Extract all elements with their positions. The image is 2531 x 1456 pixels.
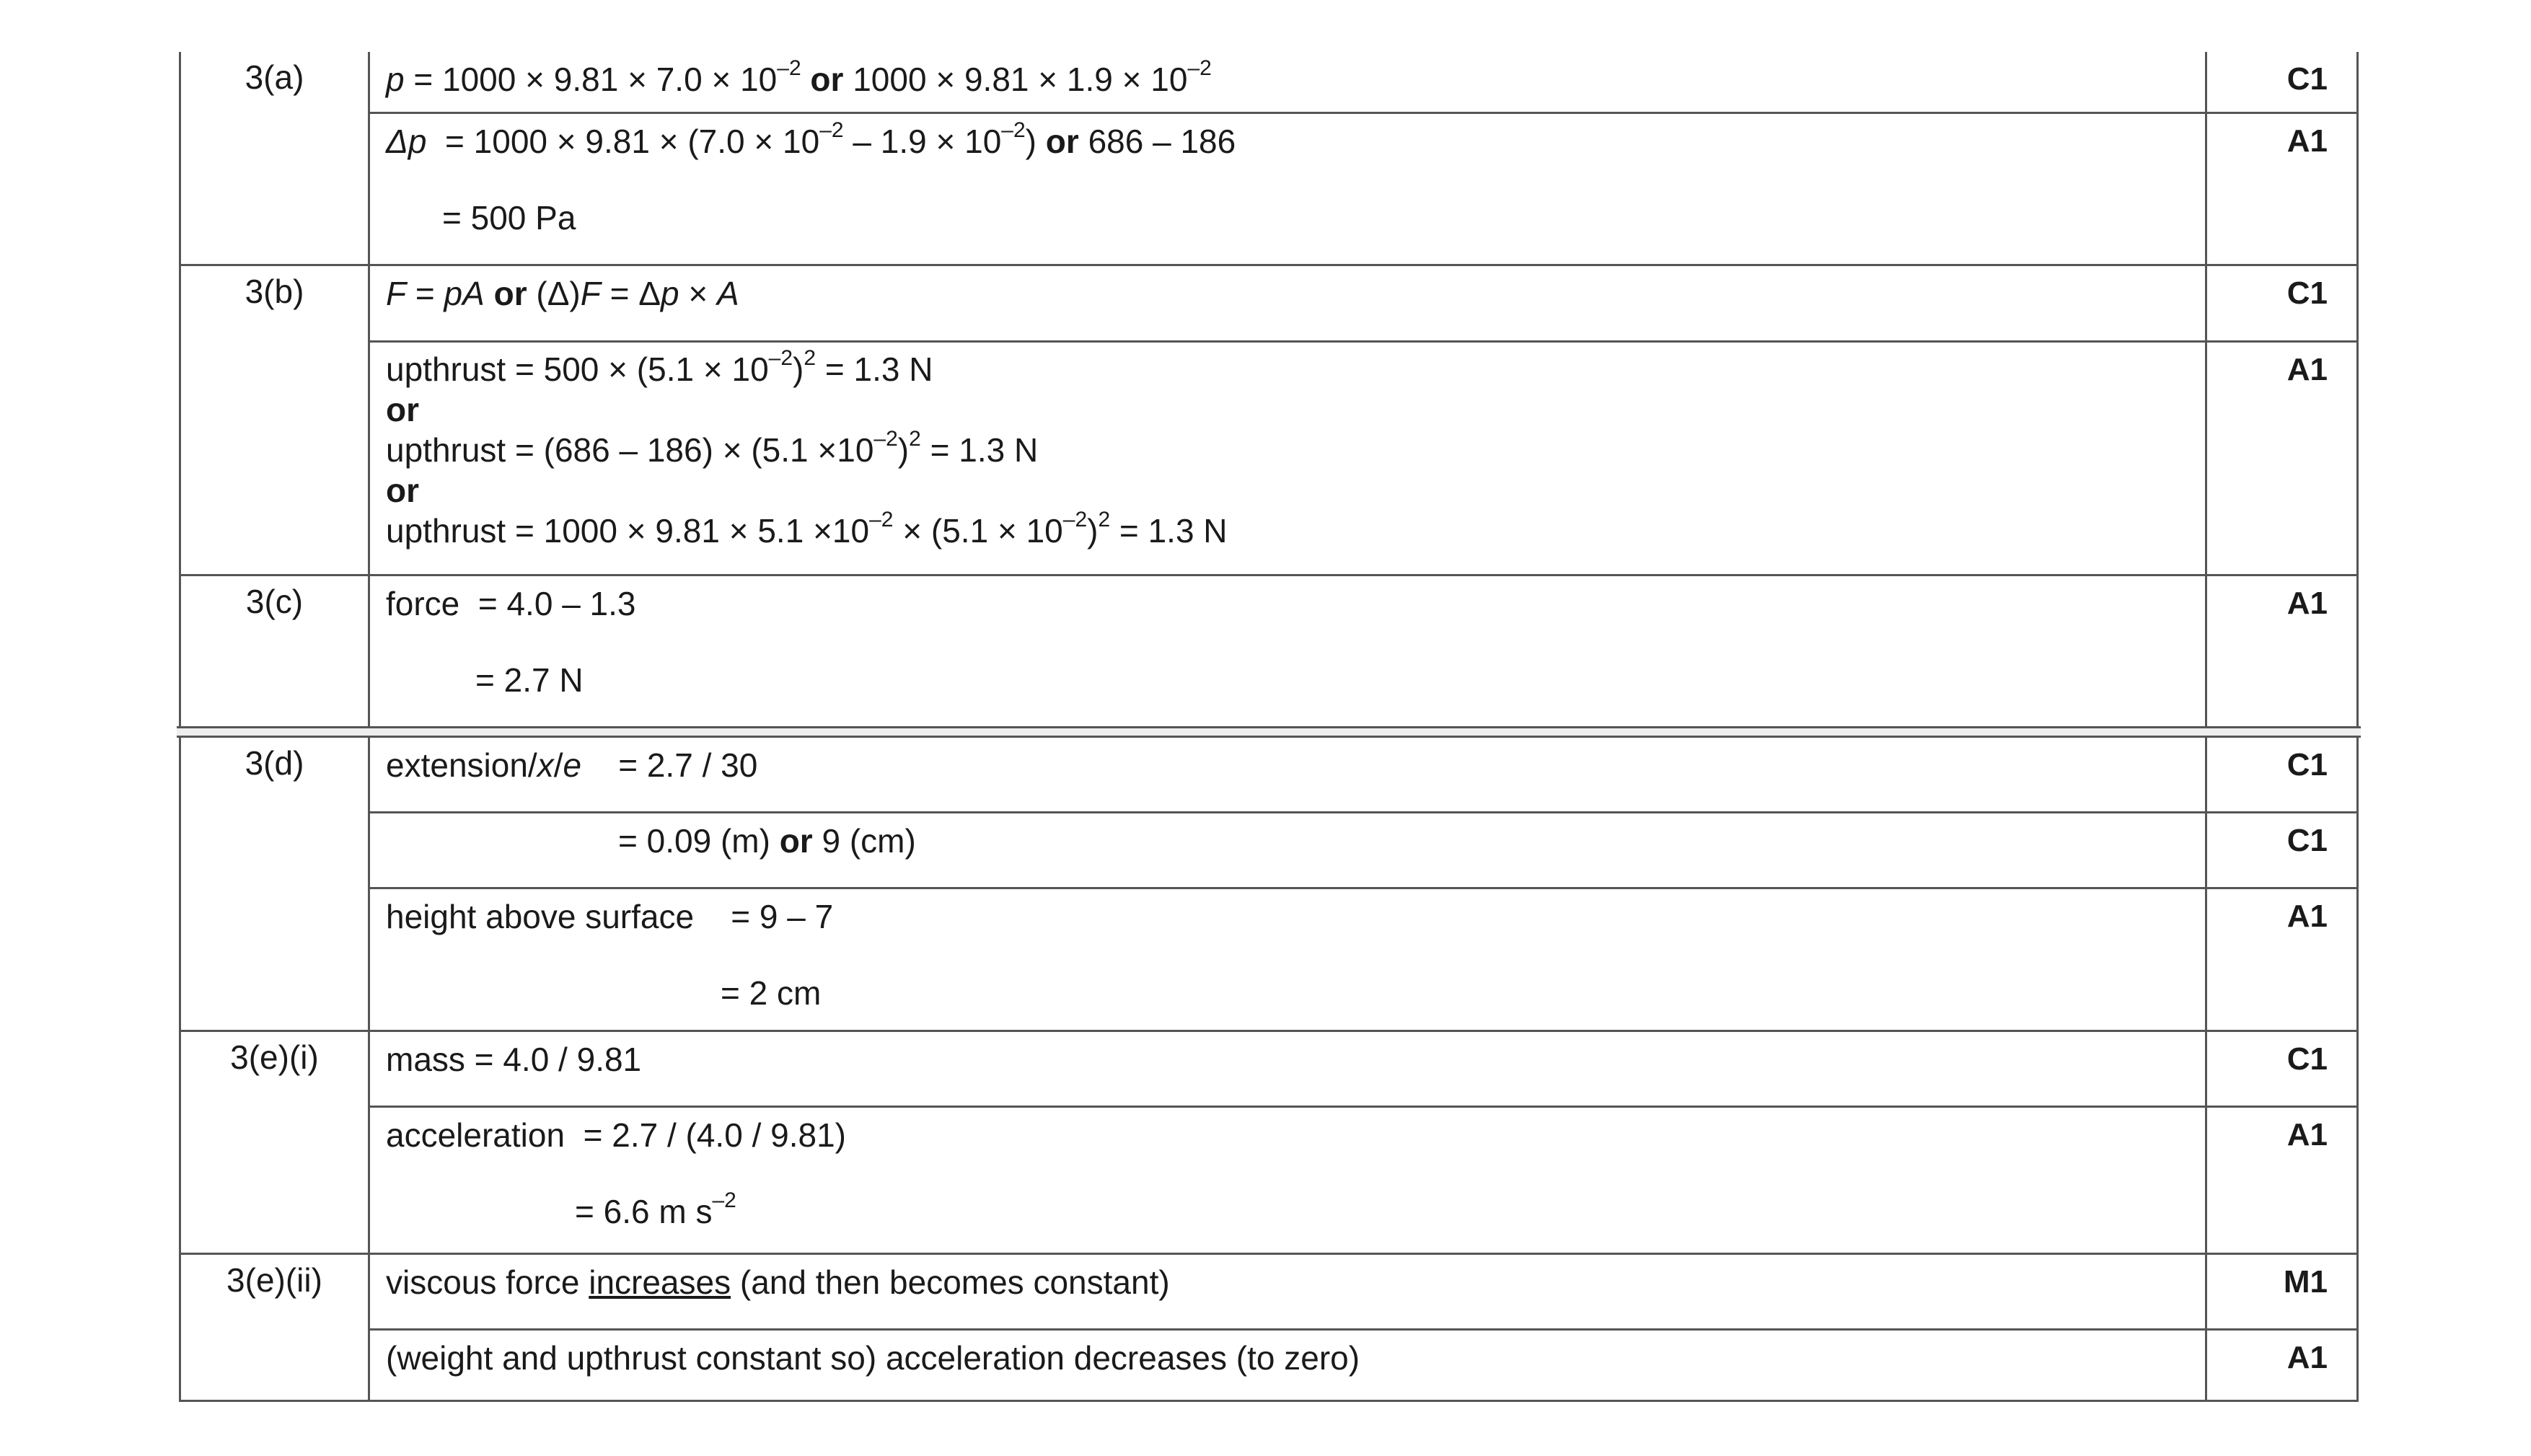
- section-3d: [179, 738, 2359, 1032]
- text-line: (weight and upthrust constant so) acceleration decreases (to zero): [386, 1339, 1360, 1377]
- mark-code: A1: [2286, 1117, 2328, 1152]
- mark-code: A1: [2286, 352, 2328, 387]
- exponent: 2: [909, 427, 921, 451]
- answer-row: [370, 889, 2356, 1030]
- answer-row: [370, 1255, 2356, 1331]
- equation-line: force = 4.0 – 1.3: [386, 585, 636, 622]
- symbol-p: p: [661, 275, 679, 312]
- exponent: –2: [768, 346, 793, 370]
- answer-row: [370, 1032, 2356, 1108]
- mark-code: C1: [2286, 1041, 2328, 1077]
- equation-part: – 1.9 × 10: [843, 123, 1002, 160]
- equation-part: 686 – 186: [1088, 123, 1236, 160]
- mark-code: C1: [2286, 823, 2328, 858]
- equation-part: = Δ: [600, 275, 661, 312]
- equation-line: height above surface = 9 – 7: [386, 898, 834, 935]
- exponent: –2: [819, 118, 844, 142]
- answer-row: [370, 738, 2356, 813]
- equation-part: extension/: [386, 746, 537, 784]
- or-keyword: or: [810, 61, 844, 98]
- equation-part: ): [1025, 123, 1036, 160]
- equation-line: acceleration = 2.7 / (4.0 / 9.81): [386, 1116, 846, 1154]
- symbol-pA: pA: [444, 275, 485, 312]
- symbol-x: x: [537, 746, 554, 784]
- equation-part: ×: [679, 275, 718, 312]
- underlined-keyword: increases: [589, 1263, 731, 1301]
- symbol-A: A: [717, 275, 739, 312]
- exponent: –2: [712, 1188, 736, 1212]
- equation-part: /: [553, 746, 563, 784]
- result-line: = 2.7 N: [475, 661, 584, 699]
- answer-text: [370, 1331, 2207, 1400]
- answer-text: [370, 813, 2207, 887]
- or-keyword: or: [386, 472, 419, 509]
- equation-part: = 1.3 N: [920, 431, 1039, 469]
- symbol-F: F: [386, 275, 407, 312]
- answer-row: [370, 266, 2356, 343]
- equation-part: = 1000 × 9.81 × (7.0 × 10: [426, 123, 820, 160]
- answer-row: [370, 1108, 2356, 1253]
- question-number: 3(b): [181, 266, 370, 574]
- equation-part: = 1000 × 9.81 × 7.0 × 10: [404, 61, 778, 98]
- section-3b: [179, 266, 2359, 576]
- exponent: –2: [1187, 56, 1212, 80]
- question-number: 3(e)(i): [181, 1032, 370, 1253]
- answer-text: [370, 343, 2207, 574]
- equation-part: = 2.7 / 30: [581, 746, 758, 784]
- result-line: = 6.6 m s: [575, 1193, 713, 1230]
- equation-part: = 1.3 N: [816, 350, 933, 388]
- answer-text: [370, 1108, 2207, 1253]
- or-keyword: or: [1045, 123, 1079, 160]
- answer-row: [370, 114, 2356, 264]
- exponent: 2: [804, 346, 816, 370]
- answer-row: [370, 52, 2356, 114]
- equation-part: × (5.1 × 10: [893, 512, 1063, 550]
- mark-code: C1: [2286, 747, 2328, 782]
- equation-line: mass = 4.0 / 9.81: [386, 1041, 642, 1078]
- mark-code: A1: [2286, 899, 2328, 934]
- exponent: –2: [777, 56, 801, 80]
- mark-code: A1: [2286, 1340, 2328, 1375]
- exponent: –2: [1062, 508, 1088, 531]
- exponent: –2: [873, 427, 898, 451]
- result-line: = 500 Pa: [442, 199, 576, 237]
- result-line: = 2 cm: [721, 974, 822, 1012]
- table-divider: [177, 726, 2361, 738]
- answer-row: [370, 1331, 2356, 1400]
- text-part: (and then becomes constant): [731, 1263, 1170, 1301]
- or-keyword: or: [386, 391, 419, 428]
- equation-part: = 1.3 N: [1110, 512, 1228, 550]
- symbol-p: p: [386, 61, 405, 98]
- answer-text: [370, 266, 2207, 340]
- section-3ei: [179, 1032, 2359, 1255]
- answer-text: [370, 1255, 2207, 1328]
- equation-part: upthrust = (686 – 186) × (5.1 ×10: [386, 431, 874, 469]
- equation-part: (Δ): [536, 275, 581, 312]
- question-number: 3(a): [181, 52, 370, 264]
- equation-part: upthrust = 1000 × 9.81 × 5.1 ×10: [386, 512, 870, 550]
- or-keyword: or: [779, 822, 813, 860]
- or-keyword: or: [493, 275, 527, 312]
- answer-row: [370, 343, 2356, 574]
- mark-code: A1: [2286, 123, 2328, 159]
- mark-scheme-table: [179, 52, 2359, 1402]
- equation-part: 9 (cm): [812, 822, 916, 860]
- question-number: 3(d): [181, 738, 370, 1030]
- mark-code: M1: [2283, 1264, 2328, 1300]
- answer-row: [370, 813, 2356, 889]
- symbol-e: e: [563, 746, 582, 784]
- equation-part: = 0.09 (m): [618, 822, 780, 860]
- section-3a: [179, 52, 2359, 266]
- equation-part: ): [793, 350, 804, 388]
- exponent: –2: [869, 508, 894, 531]
- equation-part: =: [406, 275, 444, 312]
- symbol-delta-p: Δp: [386, 123, 427, 160]
- text-part: viscous force: [386, 1263, 589, 1301]
- exponent: –2: [1001, 118, 1026, 142]
- section-3eii: [179, 1255, 2359, 1402]
- exponent: 2: [1098, 508, 1111, 531]
- mark-code: C1: [2286, 275, 2328, 311]
- answer-text: [370, 576, 2207, 726]
- question-number: 3(c): [181, 576, 370, 726]
- mark-code: A1: [2286, 586, 2328, 621]
- equation-part: upthrust = 500 × (5.1 × 10: [386, 350, 769, 388]
- mark-code: C1: [2286, 61, 2328, 97]
- equation-part: 1000 × 9.81 × 1.9 × 10: [853, 61, 1188, 98]
- equation-part: ): [1087, 512, 1099, 550]
- symbol-F: F: [580, 275, 601, 312]
- answer-text: [370, 114, 2207, 264]
- answer-row: [370, 576, 2356, 726]
- answer-text: [370, 889, 2207, 1030]
- answer-text: [370, 1032, 2207, 1106]
- equation-part: ): [897, 431, 910, 469]
- answer-text: [370, 738, 2207, 811]
- section-3c: [179, 576, 2359, 726]
- question-number: 3(e)(ii): [181, 1255, 370, 1400]
- answer-text: [370, 52, 2207, 112]
